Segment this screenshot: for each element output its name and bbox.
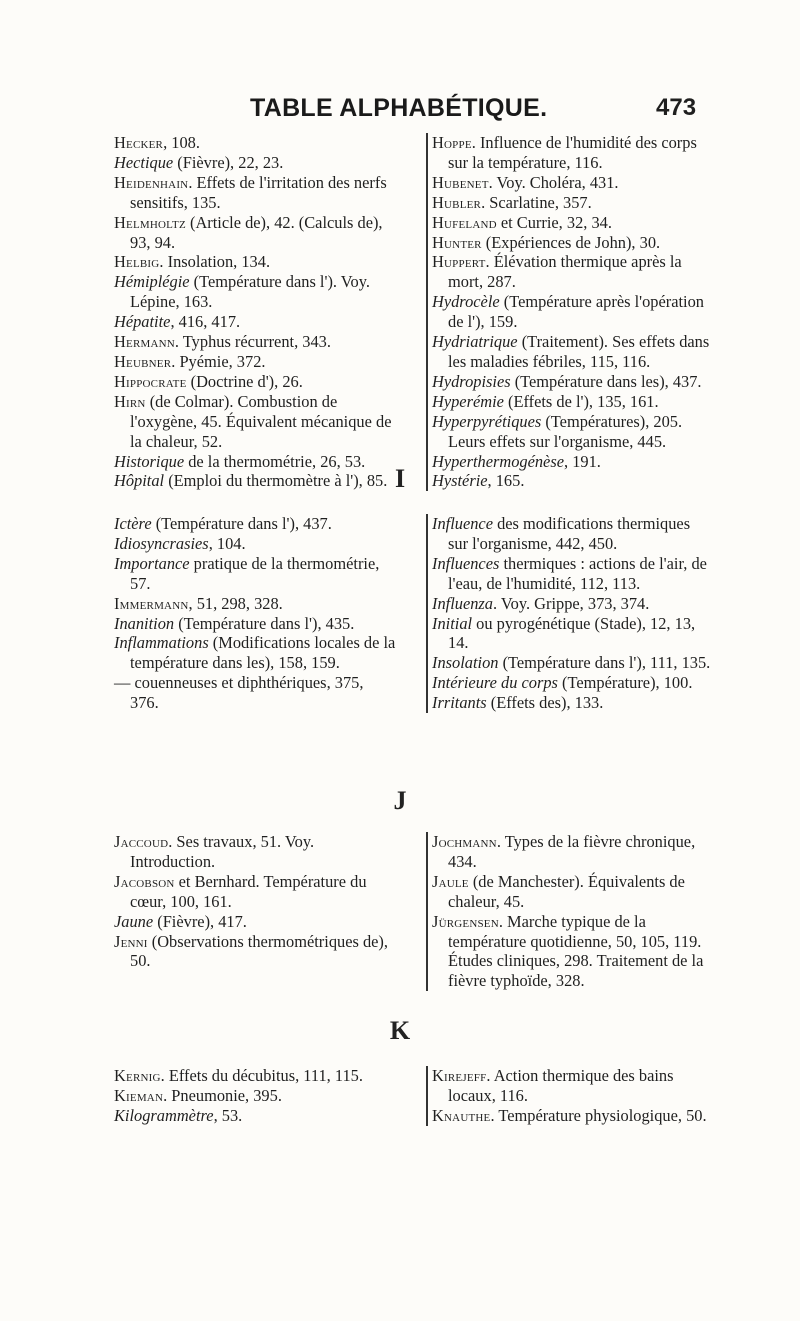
entry-heading: Kieman [114, 1085, 164, 1105]
entry-text: , 53. [213, 1105, 243, 1125]
entry-text: . Voy. Grippe, 373, 374. [493, 593, 650, 613]
entry-text: . Influence de l'humidité des corps sur la température, 116. [448, 133, 697, 172]
entry-heading: Hunter [432, 232, 482, 252]
page-number: 473 [656, 94, 697, 121]
entry-heading: Jürgensen [432, 911, 499, 931]
entry-text: . Types de la fièvre chronique, 434. [448, 832, 696, 871]
entry-text: . Scarlatine, 357. [481, 192, 592, 212]
entry-heading: Hecker [114, 133, 164, 152]
entry-text: (Expériences de John), 30. [481, 232, 661, 252]
entry-text: (Observations thermométriques de), 50. [130, 931, 388, 971]
entry-text: (de Manchester). Équivalents de chaleur, 45. [448, 871, 685, 911]
index-entry [432, 1106, 714, 1126]
entry-heading: Hoppe [432, 133, 472, 152]
entry-heading: Hystérie [432, 471, 488, 491]
entry-heading: Helmholtz [114, 212, 186, 232]
entry-heading: Ictère [114, 514, 152, 533]
entry-heading: Jaule [432, 871, 469, 891]
entry-heading: Inflammations [114, 633, 209, 653]
entry-heading: Hépatite [114, 312, 171, 332]
entry-heading: Intérieure du corps [432, 673, 558, 693]
entry-text: (Fièvre), 22, 23. [173, 152, 284, 172]
entry-text: (Température dans l'), 111, 135. [498, 653, 711, 673]
entry-text: . Pneumonie, 395. [163, 1085, 282, 1105]
index-entry [432, 173, 714, 193]
index-entry [114, 133, 396, 153]
entry-heading: Heidenhain [114, 172, 189, 192]
entry-text: (Doctrine d'), 26. [186, 371, 303, 391]
index-entry [432, 673, 714, 693]
index-entry [114, 372, 396, 392]
index-entry [432, 392, 714, 412]
entry-heading: Jaune [114, 911, 154, 931]
entry-heading: Irritants [432, 693, 487, 713]
entry-text: . Élévation thermique après la mort, 287. [448, 252, 682, 292]
entry-heading: Importance [114, 553, 190, 573]
index-entry [432, 412, 714, 452]
entry-text: . Typhus récurrent, 343. [174, 332, 331, 352]
entry-text: , 191. [564, 451, 601, 471]
column-right [426, 1066, 714, 1126]
entry-heading: Jenni [114, 931, 148, 951]
column-left [114, 832, 396, 971]
entry-text: . Ses travaux, 51. Voy. Introduction. [130, 832, 315, 871]
entry-text: , 104. [208, 533, 246, 553]
running-title: TABLE ALPHABÉTIQUE. [250, 94, 548, 122]
entry-heading: Hydrocèle [432, 292, 500, 312]
entry-heading: Huppert [432, 252, 486, 272]
entry-heading: Insolation [432, 653, 499, 673]
entry-text: , 51, 298, 328. [188, 593, 283, 613]
index-entry [114, 633, 396, 673]
entry-text: ou pyrogénétique (Stade), 12, 13, 14. [448, 613, 696, 653]
entry-heading: Influences [432, 553, 500, 573]
entry-text: (Emploi du thermomètre à l'), 85. [164, 471, 388, 491]
index-entry [114, 1106, 396, 1126]
entry-text: . Action thermique des bains locaux, 116. [448, 1066, 674, 1105]
entry-text: . Marche typique de la température quotidienne, 50, 105, 119. Études cliniques, 298. Traitement de la fièvre typhoïde, 328. [448, 911, 704, 991]
entry-text: (Température dans les), 437. [510, 371, 702, 391]
index-entry [432, 252, 714, 292]
index-entry [432, 872, 714, 912]
entry-text: — couenneuses et diphthériques, 375, 376. [114, 673, 364, 713]
entry-heading: Hubenet [432, 172, 489, 192]
entry-text: (Modifications locales de la température dans les), 158, 159. [130, 633, 396, 673]
index-entry [114, 352, 396, 372]
entry-heading: Initial [432, 613, 473, 633]
entry-text: (Température dans l'). Voy. Lépine, 163. [130, 272, 370, 312]
entry-text: et Currie, 32, 34. [496, 212, 612, 232]
entry-heading: Immermann [114, 593, 189, 613]
entry-text: pratique de la thermométrie, 57. [130, 553, 380, 593]
entry-text: . Insolation, 134. [159, 252, 271, 272]
index-entry [432, 832, 714, 872]
entry-heading: Jaccoud [114, 832, 169, 851]
entry-heading: Hermann [114, 332, 175, 352]
column-right [426, 514, 714, 713]
entry-heading: Knauthe [432, 1105, 491, 1125]
index-entry [114, 912, 396, 932]
section-letter-k: K [389, 1016, 411, 1045]
entry-text: (Températures), 205. Leurs effets sur l'organisme, 445. [448, 411, 683, 451]
entry-text: (Fièvre), 417. [153, 911, 247, 931]
entry-heading: Jacobson [114, 871, 175, 891]
entry-text: des modifications thermiques sur l'organisme, 442, 450. [448, 514, 691, 553]
entry-heading: Hyperpyrétiques [432, 411, 542, 431]
entry-heading: Jochmann [432, 832, 497, 851]
entry-heading: Hubler [432, 192, 482, 212]
entry-heading: Helbig [114, 252, 160, 272]
entry-text: (Température après l'opération de l'), 159. [448, 292, 704, 332]
entry-heading: Historique [114, 451, 185, 471]
entry-heading: Hémiplégie [114, 272, 190, 292]
entry-heading: Hectique [114, 152, 174, 172]
section-letter-i: I [394, 464, 406, 493]
index-entry [432, 193, 714, 213]
entry-text: (Température dans l'), 435. [174, 613, 355, 633]
entry-text: , 416, 417. [170, 312, 241, 332]
entry-heading: Hufeland [432, 212, 497, 232]
entry-text: de la thermométrie, 26, 53. [184, 451, 366, 471]
index-entry [114, 614, 396, 634]
index-entry [432, 514, 714, 554]
index-entry [114, 832, 396, 872]
entry-text: . Pyémie, 372. [171, 351, 266, 371]
entry-text: et Bernhard. Température du cœur, 100, 161. [130, 871, 367, 911]
index-entry [432, 693, 714, 713]
entry-heading: Kernig [114, 1066, 161, 1085]
entry-heading: Influenza [432, 593, 494, 613]
entry-text: . Effets du décubitus, 111, 115. [160, 1066, 363, 1085]
entry-text: thermiques : actions de l'air, de l'eau, de l'humidité, 112, 113. [448, 553, 707, 593]
entry-heading: Inanition [114, 613, 175, 633]
entry-heading: Kilogrammètre [114, 1105, 214, 1125]
column-right [426, 133, 714, 491]
index-entry [432, 372, 714, 392]
index-entry [114, 1066, 396, 1086]
index-entry [114, 272, 396, 312]
index-entry [432, 614, 714, 654]
index-entry [114, 872, 396, 912]
entry-heading: Idiosyncrasies [114, 533, 209, 553]
column-left [114, 1066, 396, 1126]
page-header [0, 94, 800, 124]
entry-heading: Influence [432, 514, 493, 533]
index-entry [114, 332, 396, 352]
index-entry [114, 312, 396, 332]
entry-text: (Article de), 42. (Calculs de), 93, 94. [130, 212, 383, 252]
index-entry [432, 594, 714, 614]
entry-text: (Température dans l'), 437. [151, 514, 332, 533]
entry-text: (Effets de l'), 135, 161. [503, 391, 659, 411]
entry-text: (Effets des), 133. [486, 693, 604, 713]
entry-text: (de Colmar). Combustion de l'oxygène, 45. Équivalent mécanique de la chaleur, 52. [130, 391, 392, 451]
entry-text: (Traitement). Ses effets dans les maladies fébriles, 115, 116. [448, 332, 710, 371]
index-entry [114, 594, 396, 614]
index-entry [114, 252, 396, 272]
entry-text: . Voy. Choléra, 431. [488, 172, 619, 192]
index-entry [432, 653, 714, 673]
entry-text: , 165. [487, 471, 525, 491]
entry-heading: Hirn [114, 391, 146, 411]
index-entry [114, 554, 396, 594]
entry-text: , 108. [163, 133, 200, 152]
entry-text: (Température), 100. [557, 673, 693, 693]
column-left [114, 133, 396, 491]
index-entry [114, 932, 396, 972]
entry-heading: Hyperthermogénèse [432, 451, 564, 471]
entry-heading: Hôpital [114, 471, 165, 491]
index-entry [114, 213, 396, 253]
index-entry [432, 213, 714, 233]
index-entry [114, 514, 396, 534]
index-entry [114, 1086, 396, 1106]
entry-heading: Hydropisies [432, 371, 511, 391]
entry-text: . Température physiologique, 50. [490, 1105, 707, 1125]
column-right [426, 832, 714, 991]
index-entry [432, 1066, 714, 1106]
index-entry [114, 534, 396, 554]
index-entry [432, 332, 714, 372]
index-entry [114, 153, 396, 173]
index-entry [432, 554, 714, 594]
index-entry [114, 173, 396, 213]
index-entry [432, 233, 714, 253]
entry-text: . Effets de l'irritation des nerfs sensitifs, 135. [130, 172, 387, 212]
index-entry [114, 392, 396, 452]
index-entry [432, 292, 714, 332]
index-entry [432, 133, 714, 173]
entry-heading: Kirejeff [432, 1066, 487, 1085]
index-entry [114, 673, 396, 713]
section-letter-j: J [393, 786, 407, 815]
entry-heading: Hyperémie [432, 391, 504, 411]
entry-heading: Hydriatrique [432, 332, 518, 352]
index-entry [432, 912, 714, 992]
entry-heading: Heubner [114, 351, 172, 371]
entry-heading: Hippocrate [114, 371, 187, 391]
column-left [114, 514, 396, 713]
